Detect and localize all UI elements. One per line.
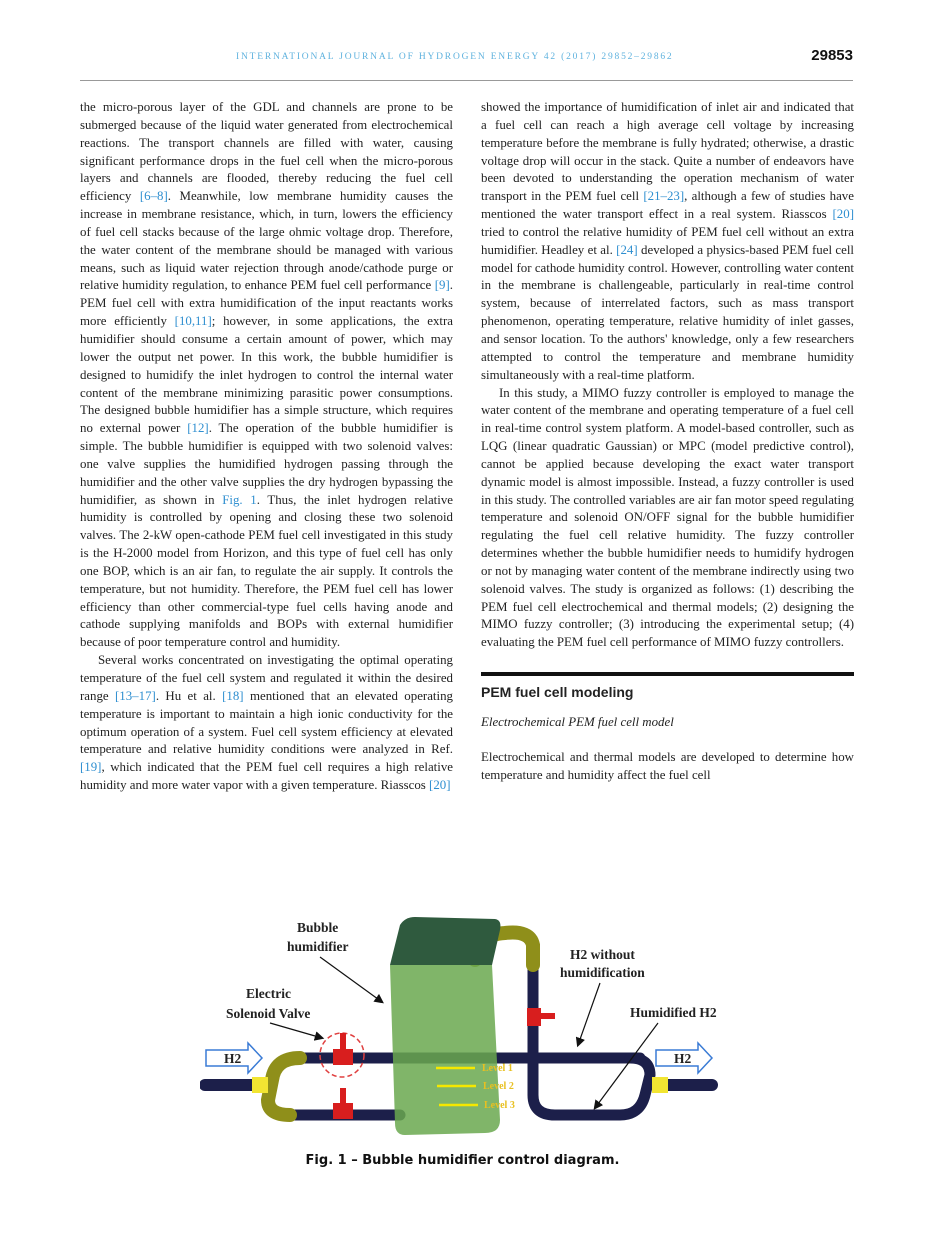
paragraph-text: , which indicated that the PEM fuel cell requires a high relative humidity and more water vapor with a given temperature. Riasscos xyxy=(80,760,453,793)
electric-label: Electric xyxy=(246,986,291,1001)
paragraph-text: . The operation of the bubble humidifier is simple. The bubble humidifier is equipped with two solenoid valves: one valve supplies the humidified hydrogen passing through the humidifier and the other valve supplies the dry hydrogen bypassing the humidifier, as shown in xyxy=(80,421,453,507)
citation-link[interactable]: [18] xyxy=(222,688,244,703)
paragraph-text: the micro-porous layer of the GDL and channels are prone to be submerged because of the liquid water generated from electrochemical reactions. The transport channels are filled with water, causing significant performance drops in the fuel cell when the micro-porous layers and channels are flooded, thereby reducing the fuel cell efficiency xyxy=(80,100,453,204)
h2-inlet-label: H2 xyxy=(224,1051,242,1066)
citation-link[interactable]: [9] xyxy=(434,278,450,293)
paragraph xyxy=(80,652,453,795)
page-number: 29853 xyxy=(811,47,853,64)
h2-outlet-label: H2 xyxy=(674,1051,692,1066)
figure-1-diagram xyxy=(200,905,740,1150)
subsection-title: Electrochemical PEM fuel cell model xyxy=(481,715,674,729)
paragraph xyxy=(481,99,854,385)
citation-link[interactable]: [6–8] xyxy=(139,189,168,204)
right-column xyxy=(481,99,854,785)
solenoid-valve-label: Solenoid Valve xyxy=(226,1006,311,1021)
citation-link[interactable]: [24] xyxy=(616,242,638,257)
level-1-label: Level 1 xyxy=(482,1063,513,1074)
paragraph-text: Several works concentrated on investigating the optimal operating temperature of the fuel cell system and regulated it within the desired range xyxy=(80,653,453,703)
level-2-label: Level 2 xyxy=(483,1081,514,1092)
citation-link[interactable]: [20] xyxy=(832,207,854,222)
citation-link[interactable]: [10,11] xyxy=(174,314,212,329)
citation-link[interactable]: [13–17] xyxy=(115,688,156,703)
citation-link[interactable]: [21–23] xyxy=(643,189,685,204)
citation-link[interactable]: [12] xyxy=(187,421,209,436)
section-rule xyxy=(481,672,854,676)
header-rule xyxy=(80,80,853,81)
humidification-label: humidification xyxy=(560,965,645,980)
paragraph-text: In this study, a MIMO fuzzy controller is employed to manage the water content of the membrane and operating temperature of a fuel cell in real-time control system platform. A model-based controller, such as LQG (linear quadratic Gaussian) or MPC (model predictive control), cannot be applied because developing the exact water transport dynamic model is almost impossible. Instead, a fuzzy controller is used in this study. The controlled variables are air fan motor speed regulating temperature and solenoid ON/OFF signal for the bubble humidifier regulating the fuel cell relative humidity. The fuzzy controller determines whether the bubble humidifier needs to humidify hydrogen or not by managing water content of the membrane indirectly using two solenoid valves. The study is organized as follows: (1) describing the PEM fuel cell electrochemical and thermal models; (2) designing the MIMO fuzzy controller; (3) introducing the experimental setup; (4) evaluating the PEM fuel cell performance of MIMO fuzzy controllers. xyxy=(481,385,854,650)
level-3-label: Level 3 xyxy=(484,1100,515,1111)
citation-link[interactable]: [19] xyxy=(80,760,102,775)
paragraph-text: mentioned that an elevated operating temperature is important to maintain a high ionic conductivity for the optimum operation of a system. Fuel cell system efficiency at elevated temperature and relative humidity conditions were analyzed in Ref. xyxy=(80,688,453,757)
paragraph-text: ; however, in some applications, the extra humidifier should consume a certain amount of power, which may lower the output net power. In this work, the bubble humidifier is designed to humidify the inlet hydrogen to control the internal water content of the membrane minimizing parasitic power consumptions. The designed bubble humidifier has a simple structure, which requires no external power xyxy=(80,314,453,436)
paragraph-text: . Hu et al. xyxy=(155,688,223,703)
paragraph-text: . Thus, the inlet hydrogen relative humidity is controlled by opening and closing these two solenoid valves. The 2-kW open-cathode PEM fuel cell investigated in this study is the H-2000 model from Horizon, and this type of fuel cell has only one BOP, which is an air fan, to regulate the air supply. It controls the temperature, but not humidity. Therefore, the PEM fuel cell has lower efficiency than other commercial-type fuel cells having anode and cathode supplying manifolds and BOPs with external humidifier because of poor temperature control and humidity. xyxy=(80,492,453,650)
humidified-h2-label: Humidified H2 xyxy=(630,1005,717,1020)
figure-caption: Fig. 1 – Bubble humidifier control diagram. xyxy=(305,1153,620,1168)
citation-link[interactable]: [20] xyxy=(429,778,451,793)
paragraph-text: tried to control the relative humidity of PEM fuel cell without an extra humidifier. Headley et al. xyxy=(481,224,854,257)
paragraph xyxy=(80,99,453,652)
paragraph-text: , although a few of studies have mentioned the water transport effect in a real system. Riasscos xyxy=(481,189,854,222)
section-title: PEM fuel cell modeling xyxy=(481,684,634,701)
journal-header: INTERNATIONAL JOURNAL OF HYDROGEN ENERGY 42 (2017) 29852–29862 xyxy=(236,52,674,62)
h2-without-label: H2 without xyxy=(570,947,635,962)
bubble-label: Bubble xyxy=(297,920,339,935)
citation-link[interactable]: Fig. 1 xyxy=(222,492,257,507)
left-column xyxy=(80,99,453,795)
paragraph-text: . Meanwhile, low membrane humidity causes the increase in membrane resistance, which, in turn, lowers the efficiency of fuel cell stacks because of the large ohmic voltage drop. Therefore, the water content of the membrane should be managed with various means, such as liquid water rejection through anode/cathode purge or relative humidity regulation, to enhance PEM fuel cell performance xyxy=(80,189,454,293)
paragraph: Electrochemical and thermal models are developed to determine how temperature and humidity affect the fuel cell xyxy=(481,749,854,782)
humidifier-label: humidifier xyxy=(287,939,349,954)
paragraph-text: showed the importance of humidification of inlet air and indicated that a fuel cell can reach a high average cell voltage by increasing temperature before the membrane is fully hydrated; otherwise, a drastic voltage drop will occur in the stack. Quite a number of endeavors have been devoted to understanding the operation mechanism of water transport in the PEM fuel cell xyxy=(481,100,854,204)
paragraph xyxy=(481,385,854,653)
paragraph-text: developed a physics-based PEM fuel cell model for cathode humidity control. However, controlling water content in the membrane is challengeable, particularly in real-time control system, because of interrelated factors, such as mass transport phenomenon, operating temperature, relative humidity of inlet gasses, and sensor location. To the authors' knowledge, only a few researchers attempted to control the temperature and membrane humidity simultaneously with a real-time platform. xyxy=(481,242,855,382)
paragraph-text: . PEM fuel cell with extra humidification of the input reactants works more efficiently xyxy=(80,278,453,329)
